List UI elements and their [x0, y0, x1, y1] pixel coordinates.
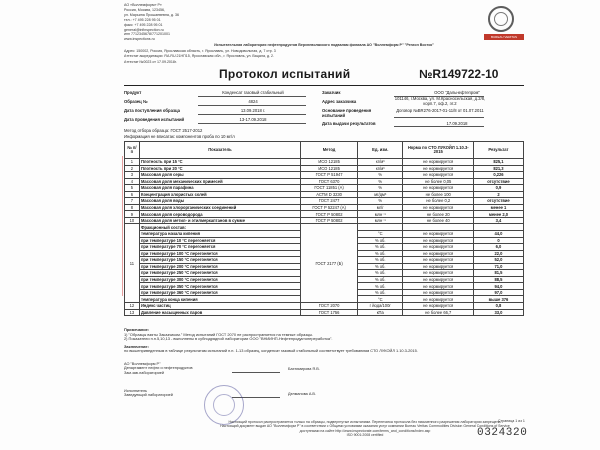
product-label: Продукт: [124, 90, 142, 95]
row-parameter: Давление насыщенных паров: [139, 309, 300, 316]
row-unit: %: [358, 198, 403, 205]
footer-line: ISO 9001:2008 certified: [346, 432, 384, 437]
cert-label: BUREAU VERITAS: [484, 34, 524, 40]
contact-line: тел.: +7 495 228 95 01: [124, 17, 161, 22]
row-parameter: при температуре 100 °С перегоняется: [139, 250, 300, 257]
row-norm: не нормируется: [403, 257, 473, 264]
contact-line: факс: +7 495 228 95 01: [124, 22, 163, 27]
row-parameter: Массовая доля серы: [139, 172, 300, 179]
cert-inner-icon: [494, 12, 508, 26]
period-label: Дата проведения испытаний: [124, 117, 185, 122]
row-parameter: температура начала кипения: [139, 231, 300, 238]
receipt-label: Дата поступления образца: [124, 108, 180, 113]
row-norm: не более 20: [403, 211, 473, 218]
col-header-result: Результат: [473, 142, 523, 159]
row-unit: % об.: [358, 244, 403, 251]
row-method: ГОСТ 2070: [301, 303, 358, 310]
row-norm: не нормируется: [403, 185, 473, 192]
page-counter: Страница 1 из 1: [498, 419, 525, 423]
row-unit: г йода/100г: [358, 303, 403, 310]
row-number: 8: [125, 204, 140, 211]
signature-name-1: Бахтимирова Я.В.: [288, 367, 320, 371]
contact-line: general@infinspection.ru: [124, 27, 164, 32]
lab-name: Испытательная лаборатория нефтепродуктов Верхневолжского подвалам филиала АО "Воллемформ Р" "Регион Восток": [214, 43, 434, 47]
row-unit: % об.: [358, 270, 403, 277]
row-method: АСТМ D 3230: [301, 191, 358, 198]
row-unit: % об.: [358, 263, 403, 270]
row-number: 7: [125, 198, 140, 205]
row-norm: не нормируется: [403, 263, 473, 270]
row-norm: не нормируется: [403, 244, 473, 251]
method-line: Метод отбора образца: ГОСТ 2517-2012: [124, 128, 203, 133]
row-result: 97,0: [473, 289, 523, 296]
signature-role-1: Зам.зав.лабораторией: [124, 370, 165, 375]
underline: [198, 114, 306, 115]
results-table: [124, 141, 524, 316]
customer-value: ООО "Дальнефтепром": [434, 90, 480, 95]
row-parameter: Массовая доля механических примесей: [139, 178, 300, 185]
row-unit: кг/м³: [358, 165, 403, 172]
row-method: ИСО 12185: [301, 165, 358, 172]
row-result: 81,5: [473, 270, 523, 277]
row-unit: % об.: [358, 289, 403, 296]
underline: [394, 96, 484, 97]
row-parameter: температура конца кипения: [139, 296, 300, 303]
conclusion-text: по вышеприведенным в таблице результатам испытаний п.п. 1-13 образец, конденсат газовый стабильный соответствует требованиям СТО ЛУКОЙЛ 1.10.3-2015.: [124, 348, 418, 354]
row-parameter: Массовая доля воды: [139, 198, 300, 205]
row-norm: не нормируется: [403, 159, 473, 166]
lab-certificate: Аттестат №0023 от 17.09.2018г.: [124, 59, 177, 64]
row-unit: мг/г: [358, 204, 403, 211]
basis-value: Договор №BR276-2017-01-11/8 от 01.07.2011: [396, 108, 484, 113]
row-norm: не нормируется: [403, 231, 473, 238]
row-result: 22,0: [473, 250, 523, 257]
row-result: 3,4: [473, 217, 523, 224]
col-header-method: Метод: [301, 142, 358, 159]
footer-line: Настоящий протокол распространяется только на образцы, подвергнутые испытаниям. Перепечатка протокола без письменного разрешения лаборатории запрещена.: [228, 420, 502, 424]
row-number: 9: [125, 211, 140, 218]
row-result: 52,0: [473, 257, 523, 264]
row-parameter: Плотность при 15 °С: [139, 159, 300, 166]
row-result: 2: [473, 191, 523, 198]
fraction-title: Фракционный состав:: [139, 224, 300, 231]
customer-label: Заказчик: [322, 90, 341, 95]
period-value: 13-17.09.2018: [239, 117, 267, 122]
basis-label: Основание проведения испытаний: [322, 108, 372, 118]
row-result: отсутствие: [473, 198, 523, 205]
row-method: ГОСТ 6370: [301, 178, 358, 185]
underline: [198, 105, 306, 106]
lab-accreditation: Аттестат аккредитации: RA.RU.21НП15, Ярославская обл., г. Ярославль, ул. Вацала, д. 2.: [124, 54, 275, 59]
document-number: №R149722-10: [419, 67, 499, 81]
title-row: [124, 64, 524, 86]
signature-exec-label: Исполнитель: [124, 389, 148, 393]
row-number: 12: [125, 303, 140, 310]
row-result: 44,0: [473, 231, 523, 238]
table-header-row: [125, 142, 524, 159]
serial-number: 0324320: [477, 427, 528, 439]
underline: [394, 126, 484, 127]
row-method: ГОСТ 11851 (А): [301, 185, 358, 192]
signature-name-2: Делманова А.В.: [288, 392, 317, 396]
row-norm: не нормируется: [403, 283, 473, 290]
row-norm: не нормируется: [403, 296, 473, 303]
row-result: 6,0: [473, 244, 523, 251]
row-result: выше 376: [473, 296, 523, 303]
row-norm: не более 66,7: [403, 309, 473, 316]
col-header-number: № п/п: [125, 142, 140, 159]
row-result: 0,9: [473, 185, 523, 192]
row-method: ГОСТ Р 52247 (А): [301, 204, 358, 211]
row-result: 88,5: [473, 276, 523, 283]
row-parameter: Концентрация хлористых солей: [139, 191, 300, 198]
row-number: 13: [125, 309, 140, 316]
row-parameter: при температуре 70 °С перегоняется: [139, 244, 300, 251]
contact-line: ул. Марьина Прошаевевна, д. 36: [124, 12, 180, 17]
row-parameter: Плотность при 20 °С: [139, 165, 300, 172]
stamp-inner-ring: [213, 394, 235, 416]
contact-line: АО «Воллемформ» Р»: [124, 3, 162, 7]
method-block: [124, 128, 484, 139]
footer-text: [210, 420, 520, 437]
row-parameter: при температуре 150 °С перегоняется: [139, 257, 300, 264]
row-norm: не более 40: [403, 217, 473, 224]
signature-org: АО "Воллемформ Р": [124, 362, 161, 366]
row-number: 10: [125, 217, 140, 224]
row-result: 821,3: [473, 165, 523, 172]
row-method: ГОСТ Р 50802: [301, 211, 358, 218]
row-parameter: Массовая доля метил- и этилмеркаптанов в сумме: [139, 217, 300, 224]
company-contact-block: [124, 3, 324, 42]
row-norm: не нормируется: [403, 165, 473, 172]
row-unit: °С: [358, 296, 403, 303]
row-result: 825,1: [473, 159, 523, 166]
row-parameter: Индекс частиц: [139, 303, 300, 310]
notes-heading: Примечание:: [124, 327, 150, 332]
signature-block-1: [124, 362, 244, 375]
row-unit: кПа: [358, 309, 403, 316]
row-parameter: при температуре 350 °С перегоняется: [139, 283, 300, 290]
footer-line: Настоящий документ выдан АО "Воллемформ Р" в соответствии с Общими условиями оказания услуг компании Bureau Veritas Commodities Division General Conditions of Service доступными на сайте http://www.inspectorate.com/terms_and_conditions/index.asp: [220, 424, 510, 433]
row-parameter: при температуре 10 °С перегоняется: [139, 237, 300, 244]
lab-address: Адрес: 150002, Россия, Ярославская область, г. Ярославль, ул. Новодовольная, д. 7 стр. 3: [124, 48, 276, 53]
row-norm: не нормируется: [403, 289, 473, 296]
row-unit: кг/м³: [358, 159, 403, 166]
row-norm: не нормируется: [403, 250, 473, 257]
row-result: отсутствие: [473, 178, 523, 185]
underline: [198, 96, 306, 97]
row-norm: не нормируется: [403, 204, 473, 211]
signature-role-2: Заведующий лабораторией: [124, 393, 173, 398]
table-row: [125, 309, 524, 316]
signature-line: [232, 372, 280, 373]
row-result: менее 2,0: [473, 211, 523, 218]
row-result: менее 1: [473, 204, 523, 211]
row-unit: мг/дм³: [358, 191, 403, 198]
row-parameter: при температуре 200 °С перегоняется: [139, 263, 300, 270]
certification-logo: [484, 6, 524, 40]
row-norm: не более 100: [403, 191, 473, 198]
row-number: 4: [125, 178, 140, 185]
row-norm: не более 0,2: [403, 198, 473, 205]
contact-line: Россия, Москва, 123456,: [124, 7, 166, 12]
row-method: ГОСТ 1756: [301, 309, 358, 316]
row-unit: % об.: [358, 237, 403, 244]
row-result: 0,226: [473, 172, 523, 179]
row-unit: млн⁻¹: [358, 217, 403, 224]
row-number: 5: [125, 185, 140, 192]
issue-date-label: Дата выдачи результатов: [322, 121, 376, 126]
sample-value: 4824: [248, 99, 258, 104]
row-unit: %: [358, 178, 403, 185]
row-number: 2: [125, 165, 140, 172]
row-number: 6: [125, 191, 140, 198]
underline: [198, 123, 306, 124]
row-unit: % об.: [358, 276, 403, 283]
note-line: 2) Показатели п.п.5,10,13 - выполнены в субподрядной лаборатории ООО "ВНИИНП-Нефтепродуктопереработка".: [124, 336, 333, 342]
row-unit: млн⁻¹: [358, 211, 403, 218]
row-norm: не нормируется: [403, 270, 473, 277]
product-value: Конденсат газовый стабильный: [222, 90, 284, 95]
address-value: 101146, г.Москва, ул. М.Красносельская, д.2/8, корп.7, оф.2, эт.2: [394, 96, 486, 106]
col-header-unit: Ед. изм.: [358, 142, 403, 159]
sample-label: Образец №: [124, 99, 148, 104]
underline: [394, 117, 484, 118]
row-number: 3: [125, 172, 140, 179]
row-result: 94,0: [473, 283, 523, 290]
row-method: ИСО 12185: [301, 159, 358, 166]
row-parameter: Массовая доля парафина: [139, 185, 300, 192]
document-title: Протокол испытаний: [219, 67, 351, 81]
issue-date-value: 17.09.2018: [446, 121, 468, 126]
row-norm: не нормируется: [403, 237, 473, 244]
conclusion-heading: Заключение:: [124, 343, 149, 349]
notes-block: [124, 328, 524, 354]
receipt-value: 13.09.2018 г.: [240, 108, 266, 113]
row-norm: не нормируется: [403, 276, 473, 283]
contact-line: инн 7712345678/771201001: [124, 32, 170, 37]
row-result: 71,0: [473, 263, 523, 270]
contact-line: www.inspections.ru: [124, 37, 155, 42]
row-unit: % об.: [358, 283, 403, 290]
signature-dept: Департамент нефти и нефтепродуктов: [124, 366, 193, 371]
row-unit: °С: [358, 231, 403, 238]
row-norm: не нормируется: [403, 172, 473, 179]
address-label: Адрес заказчика: [322, 99, 357, 104]
row-unit: % об.: [358, 250, 403, 257]
row-unit: %: [358, 172, 403, 179]
row-unit: %: [358, 185, 403, 192]
row-parameter: при температуре 250 °С перегоняется: [139, 270, 300, 277]
row-norm: не более 0,05: [403, 178, 473, 185]
row-method: ГОСТ 2177 (Б): [301, 224, 358, 303]
note-line: 1) "Образцы взяты Заказчиком." Метод испытаний ГОСТ 2070 не распространяется на темные образцы.: [124, 331, 314, 337]
col-header-parameter: Показатель: [139, 142, 300, 159]
row-number: 1: [125, 159, 140, 166]
row-result: 33,0: [473, 309, 523, 316]
laboratory-block: [124, 43, 524, 65]
row-parameter: при температуре 360 °С перегоняется: [139, 289, 300, 296]
row-method: ГОСТ Р 51947: [301, 172, 358, 179]
row-number: 11: [125, 224, 140, 303]
row-method: ГОСТ 2477: [301, 198, 358, 205]
row-unit: % об.: [358, 257, 403, 264]
row-parameter: Массовая доля хлорорганических соединений: [139, 204, 300, 211]
col-header-norm: Норма по СТО ЛУКОЙЛ 1.10.3-2015: [403, 142, 473, 159]
row-parameter: Массовая доля сероводорода: [139, 211, 300, 218]
row-parameter: при температуре 300 °С перегоняется: [139, 276, 300, 283]
row-result: 0: [473, 237, 523, 244]
row-method: ГОСТ Р 50802: [301, 217, 358, 224]
row-norm: не нормируется: [403, 303, 473, 310]
method-line: Информация не вписатак: компонентов проба по 10 мг/л: [124, 133, 235, 139]
row-result: 0,8: [473, 303, 523, 310]
